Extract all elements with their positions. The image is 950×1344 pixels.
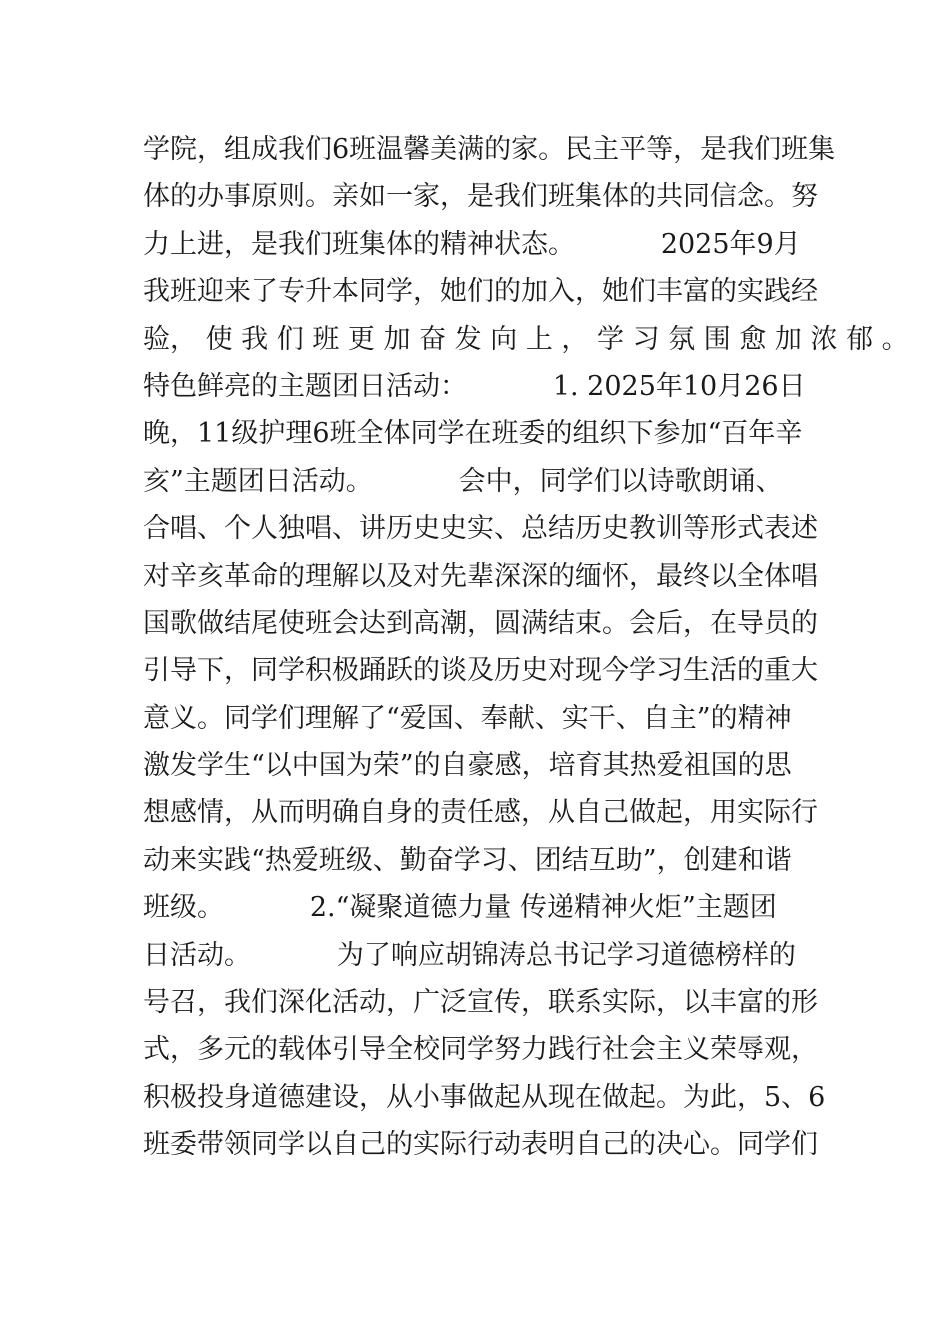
text-line: 亥”主题团日活动。 会中，同学们以诗歌朗诵、 [143, 465, 783, 497]
text-line: 国歌做结尾使班会达到高潮，圆满结束。会后，在导员的 [143, 607, 818, 639]
text-line: 班级。 2.“凝聚道德力量 传递精神火炬”主题团 [143, 892, 777, 924]
text-line: 学院，组成我们6班温馨美满的家。民主平等，是我们班集 [143, 134, 836, 165]
text-line: 激发学生“以中国为荣”的自豪感，培育其热爱祖国的思 [143, 750, 792, 782]
text-line: 意义。同学们理解了“爱国、奉献、实干、自主”的精神 [143, 702, 792, 734]
text-line: 日活动。 为了响应胡锦涛总书记学习道德榜样的 [143, 939, 796, 971]
text-line: 想感情，从而明确自身的责任感，从自己做起，用实际行 [143, 797, 818, 829]
text-line: 力上进，是我们班集体的精神状态。 2025年9月 [143, 228, 801, 260]
text-line: 晚，11级护理6班全体同学在班委的组织下参加“百年辛 [143, 418, 803, 450]
text-line: 积极投身道德建设，从小事做起从现在做起。为此，5、6 [143, 1081, 826, 1113]
text-line: 体的办事原则。亲如一家，是我们班集体的共同信念。努 [143, 181, 818, 213]
text-line: 动来实践“热爱班级、勤奋学习、团结互助”，创建和谐 [143, 844, 792, 876]
body-text [143, 126, 909, 1169]
text-line: 引导下，同学积极踊跃的谈及历史对现今学习生活的重大 [143, 655, 818, 687]
text-line: 班委带领同学以自己的实际行动表明自己的决心。同学们 [143, 1129, 818, 1161]
text-line: 验， 使 我 们 班 更 加 奋 发 向 上 ， 学 习 氛 围 愈 加 浓 郁 。 [143, 323, 909, 355]
text-line: 我班迎来了专升本同学，她们的加入，她们丰富的实践经 [143, 276, 818, 308]
text-line: 对辛亥革命的理解以及对先辈深深的缅怀，最终以全体唱 [143, 560, 818, 592]
text-line: 号召，我们深化活动，广泛宣传，联系实际，以丰富的形 [143, 987, 818, 1019]
text-line: 合唱、个人独唱、讲历史史实、总结历史教训等形式表述 [143, 513, 818, 545]
text-line: 特色鲜亮的主题团日活动： 1. 2025年10月26日 [143, 370, 806, 402]
text-line: 式，多元的载体引导全校同学努力践行社会主义荣辱观， [143, 1034, 818, 1066]
